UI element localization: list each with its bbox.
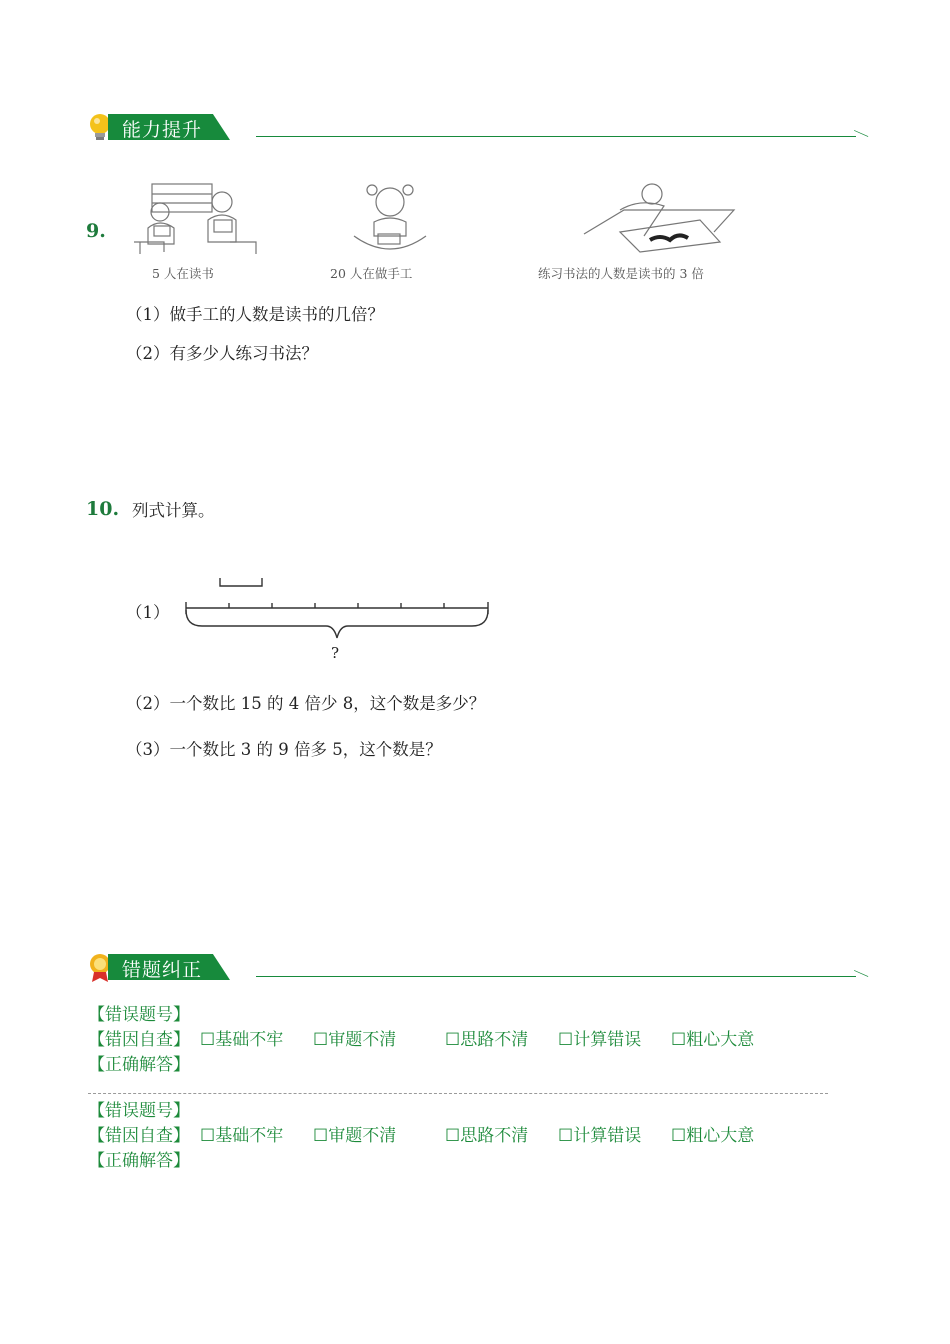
line-segment-diagram xyxy=(176,572,496,652)
option-weak-basics[interactable]: ☐基础不牢 xyxy=(200,1126,284,1146)
question-10-item-2: （2）一个数比 15 的 4 倍少 8，这个数是多少？ xyxy=(126,694,486,713)
correct-answer-label: 【正确解答】 xyxy=(88,1151,190,1171)
question-9-item-2: （2）有多少人练习书法？ xyxy=(126,344,318,363)
section-rule-end xyxy=(854,130,870,145)
option-unclear-thinking[interactable]: ☐思路不清 xyxy=(445,1030,529,1050)
section-rule xyxy=(256,136,856,137)
section-title: 能力提升 xyxy=(122,119,203,141)
question-number-9: 9. xyxy=(86,220,106,242)
option-weak-basics[interactable]: ☐基础不牢 xyxy=(200,1030,284,1050)
section-header-errors xyxy=(86,952,866,984)
option-carelessness[interactable]: ☐粗心大意 xyxy=(671,1030,755,1050)
question-10-prompt: 列式计算。 xyxy=(132,501,215,520)
section-title: 错题纠正 xyxy=(122,959,203,981)
section-rule xyxy=(256,976,856,977)
caption-calligraphy: 练习书法的人数是读书的 3 倍 xyxy=(538,266,704,281)
girl-handcraft-illustration xyxy=(350,178,430,260)
option-calculation-error[interactable]: ☐计算错误 xyxy=(558,1030,642,1050)
option-misread-question[interactable]: ☐审题不清 xyxy=(313,1126,397,1146)
error-number-label: 【错误题号】 xyxy=(88,1101,190,1121)
error-reason-label: 【错因自查】 xyxy=(88,1126,190,1146)
question-number-10: 10. xyxy=(86,498,120,520)
option-misread-question[interactable]: ☐审题不清 xyxy=(313,1030,397,1050)
question-9-item-1: （1）做手工的人数是读书的几倍？ xyxy=(126,305,384,324)
question-10-item-3: （3）一个数比 3 的 9 倍多 5，这个数是？ xyxy=(126,740,442,759)
caption-reading: 5 人在读书 xyxy=(152,266,214,281)
section-rule-end xyxy=(854,970,870,985)
children-reading-illustration xyxy=(130,180,260,258)
correct-answer-label: 【正确解答】 xyxy=(88,1055,190,1075)
option-carelessness[interactable]: ☐粗心大意 xyxy=(671,1126,755,1146)
section-header-ability xyxy=(86,112,866,144)
dashed-divider xyxy=(88,1093,828,1094)
error-reason-label: 【错因自查】 xyxy=(88,1030,190,1050)
boy-calligraphy-illustration xyxy=(580,180,740,260)
error-review-block xyxy=(88,1003,808,1078)
error-review-block xyxy=(88,1099,808,1174)
question-10-item-1-label: （1） xyxy=(126,603,170,622)
question-mark-label: ? xyxy=(331,644,340,662)
error-number-label: 【错误题号】 xyxy=(88,1005,190,1025)
option-calculation-error[interactable]: ☐计算错误 xyxy=(558,1126,642,1146)
option-unclear-thinking[interactable]: ☐思路不清 xyxy=(445,1126,529,1146)
caption-handcraft: 20 人在做手工 xyxy=(330,266,413,281)
